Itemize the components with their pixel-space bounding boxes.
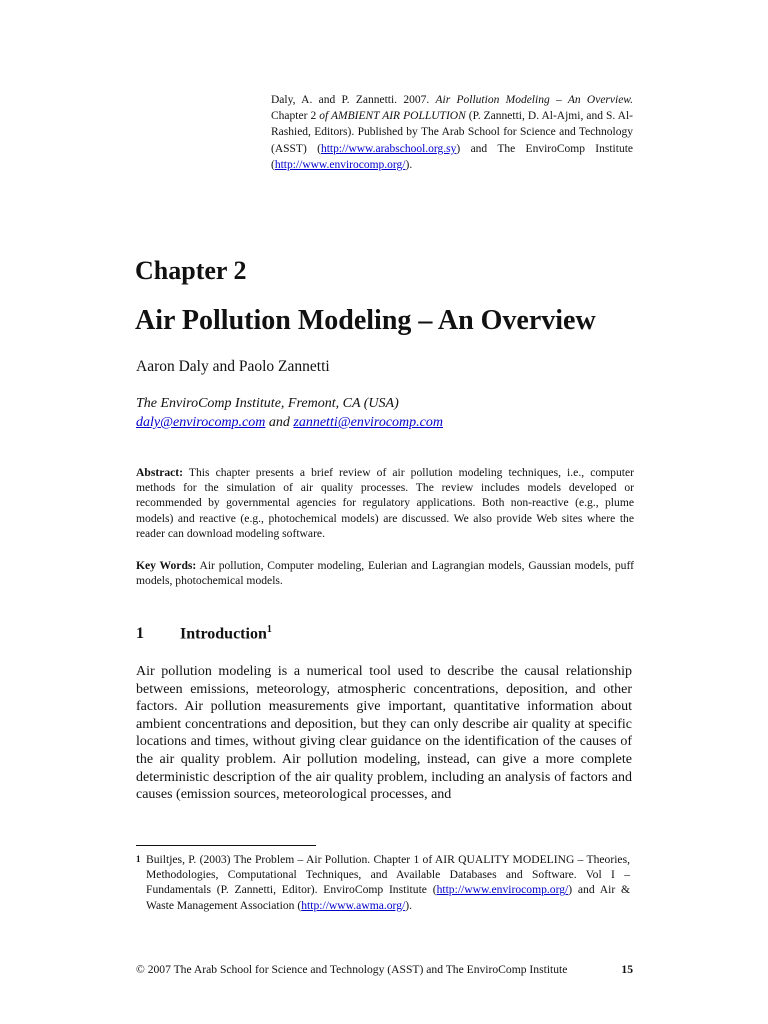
chapter-title: Air Pollution Modeling – An Overview xyxy=(135,305,596,336)
arabschool-link[interactable]: http://www.arabschool.org.sy xyxy=(320,142,457,155)
intro-paragraph: Air pollution modeling is a numerical tool used to describe the causal relationship between emissions, meteorology, atmospheric concentrations, deposition, and other factors. Air pollution measurements give important, quantitative information about ambient concentrations and deposition, but they can only describe air quality at specific locations and times, without giving clear guidance on the identification of the causes of the air quality problem. Air pollution modeling, instead, can give a more complete deterministic description of the air quality problem, including an analysis of factors and causes (emission sources, meteorological processes, and xyxy=(136,664,632,803)
email-daly-link[interactable]: daly@envirocomp.com xyxy=(136,415,266,430)
footnote-mid: ) and Air & Waste Management Association ( xyxy=(146,883,630,912)
citation-mid: ) and The EnviroComp Institute ( xyxy=(271,142,633,171)
page-number: 15 xyxy=(621,963,633,976)
copyright-notice: © 2007 The Arab School for Science and Technology (ASST) and The EnviroComp Institute xyxy=(136,963,568,976)
abstract-text: This chapter presents a brief review of air pollution modeling techniques, i.e., computer methods for the simulation of air quality processes. The review includes models developed or recommended by governmental agencies for regulatory applications. Both non-reactive (e.g., plume models) and reactive (e.g., photochemical models) are discussed. We also provide Web sites where the reader can download modeling software. xyxy=(136,466,634,540)
emails-and: and xyxy=(268,415,290,430)
keywords-label: Key Words: xyxy=(136,559,197,572)
keywords-text: Air pollution, Computer modeling, Eulerian and Lagrangian models, Gaussian models, puff models, photochemical models. xyxy=(136,559,634,588)
section-title: Introduction xyxy=(180,625,267,643)
citation-end: ). xyxy=(405,158,413,171)
envirocomp-link[interactable]: http://www.envirocomp.org/ xyxy=(274,158,406,171)
author-emails xyxy=(136,415,443,431)
footnote-mark: 1 xyxy=(136,854,141,864)
citation-book-title: of AMBIENT AIR POLLUTION xyxy=(319,110,466,123)
citation-block xyxy=(271,92,633,173)
abstract xyxy=(136,465,634,541)
affiliation: The EnviroComp Institute, Fremont, CA (USA) xyxy=(136,396,399,411)
footnote-end: ). xyxy=(405,898,412,912)
section-heading-introduction xyxy=(136,624,272,643)
citation-editors: (P. Zannetti, D. Al-Ajmi, and S. Al-Rashied, Editors). Published by The Arab School for Science and Technology (ASST) ( xyxy=(271,110,634,155)
section-number: 1 xyxy=(136,625,144,643)
citation-chapter: Chapter 2 xyxy=(271,110,317,123)
citation-authors-year: Daly, A. and P. Zannetti. 2007. xyxy=(271,94,430,106)
footnote-envirocomp-link[interactable]: http://www.envirocomp.org/ xyxy=(436,883,569,897)
footnote xyxy=(136,852,632,913)
citation-work-title: Air Pollution Modeling – An Overview. xyxy=(435,94,633,106)
abstract-label: Abstract: xyxy=(136,466,184,479)
chapter-label: Chapter 2 xyxy=(135,256,247,285)
footnote-divider xyxy=(136,845,316,846)
authors: Aaron Daly and Paolo Zannetti xyxy=(136,358,330,375)
email-zannetti-link[interactable]: zannetti@envirocomp.com xyxy=(293,415,443,430)
footnote-body xyxy=(146,852,630,913)
footnote-reference[interactable]: 1 xyxy=(266,624,272,635)
footnote-text: Builtjes, P. (2003) The Problem – Air Pollution. Chapter 1 of AIR QUALITY MODELING – Theories, Methodologies, Computational Techniques, and Available Databases and Software. Vol I – Fundamentals (P. Zannetti, Editor). EnviroComp Institute ( xyxy=(146,853,630,897)
footnote-awma-link[interactable]: http://www.awma.org/ xyxy=(301,898,406,912)
page-footer xyxy=(136,963,633,976)
keywords xyxy=(136,558,634,588)
